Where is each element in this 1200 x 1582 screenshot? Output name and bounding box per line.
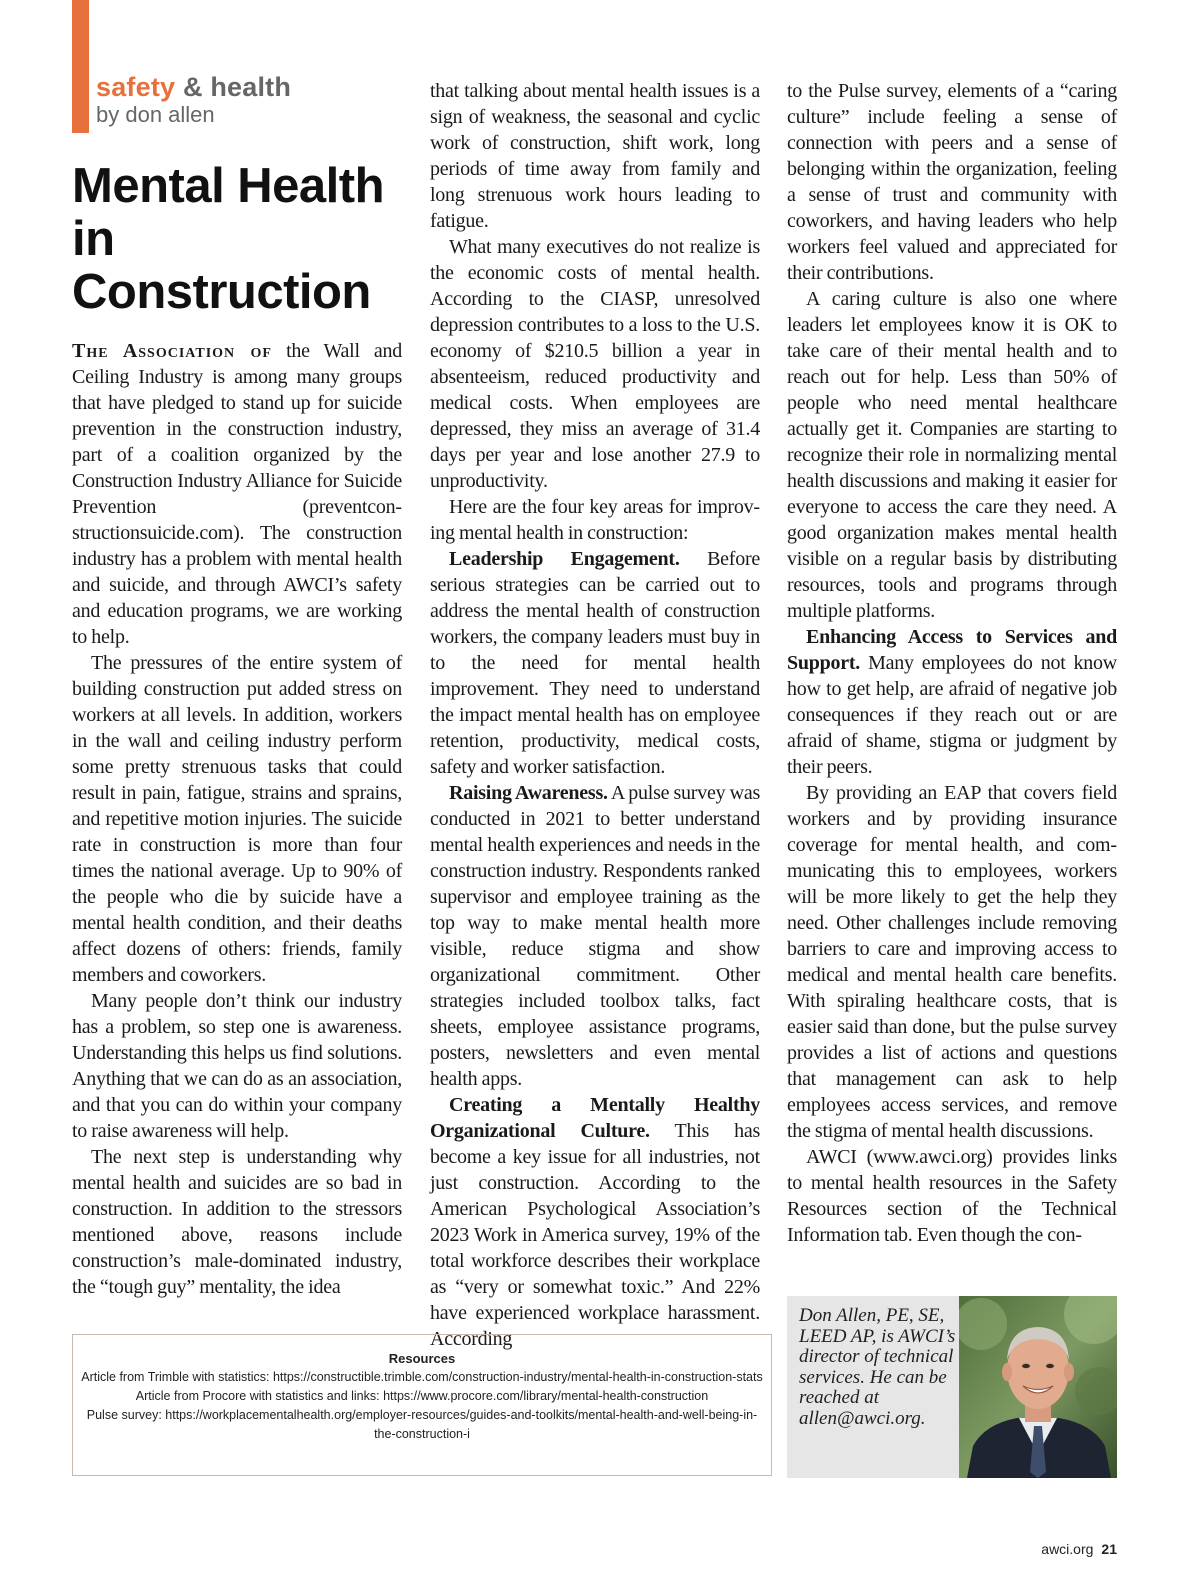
author-bio-text: Don Allen, PE, SE, LEED AP, is AWCI’s director of technical services. He can be reached at allen@awci.org. — [799, 1305, 956, 1429]
paragraph: Here are the four key areas for improving mental health in construction: — [430, 496, 760, 544]
resource-link-pulse-survey[interactable]: Pulse survey: https://workplacementalhealth.org/employer-resources/guides-and-toolkits/mental-health-and-well-being-in-the-construction-i — [86, 1408, 758, 1441]
resource-link-trimble[interactable]: Article from Trimble with statistics: https://constructible.trimble.com/construction-industry/mental-health-in-construction-stats — [81, 1370, 763, 1384]
paragraph-text: This has become a key issue for all industries, not just construction. According to the American Psychological Association’s 2023 Work in America survey, 19% of the total workforce describes their workplace as “very or somewhat toxic.” And 22% have experienced workplace harassment. According — [430, 1120, 761, 1350]
paragraph: AWCI (www.awci.org) provides links to mental health resources in the Safety Resources section of the Technical Information tab. Even though the con- — [787, 1146, 1117, 1246]
page-folio — [1041, 1541, 1117, 1557]
paragraph — [72, 338, 402, 650]
paragraph — [430, 546, 760, 780]
kicker-safety: safety — [96, 72, 176, 102]
paragraph: The pressures of the entire system of building construction put added stress on workers at all levels. In addition, workers in the wall and ceiling industry perform some pretty strenuous tasks that could result in pain, fatigue, strains and sprains, and repetitive motion injuries. The suicide rate in construction is more than four times the national average. Up to 90% of the people who die by suicide have a mental health condition, and their deaths affect dozens of others: friends, family members and coworkers. — [72, 652, 402, 986]
article-title: Mental Health in Construction — [72, 159, 385, 319]
resource-link-procore[interactable]: Article from Procore with statistics and links: https://www.procore.com/library/mental-health-construction — [135, 1389, 709, 1403]
article-column-1 — [72, 338, 402, 1300]
paragraph: By providing an EAP that covers field workers and by providing insurance coverage for mental health, and communicating this to employees, workers will be more likely to get the help they need. Other challenges include removing barriers to care and improving access to medical and mental health care benefits. With spiraling healthcare costs, that is easier said than done, but the pulse survey provides a list of actions and questions that management can ask to help employees access services, and remove the stigma of mental health discussions. — [787, 782, 1117, 1142]
subhead-awareness: Raising Awareness. — [449, 782, 608, 804]
author-bio-box — [787, 1296, 1117, 1478]
kicker-health: & health — [175, 72, 292, 102]
paragraph-text: Before serious strategies can be carried out to address the mental health of construction workers, the company leaders must buy in to the need for mental health improvement. They need to understand the impact mental health has on employee retention, productivity, medical costs, safety and worker satisfaction. — [430, 548, 760, 778]
author-photo — [959, 1296, 1117, 1478]
subhead-culture: Creating a Mentally Healthy Organizational Culture. — [430, 1094, 760, 1142]
paragraph-text: A pulse survey was conducted in 2021 to better understand mental health experiences and needs in the construction industry. Respondents ranked supervisor and employee training as the top way to make mental health more visible, reduce stigma and show organizational commitment. Other strategies included toolbox talks, fact sheets, employee assistance programs, posters, newsletters and even mental health apps. — [430, 782, 760, 1090]
subhead-leadership: Leadership Engagement. — [449, 548, 680, 570]
article-column-3 — [787, 78, 1117, 1248]
paragraph — [430, 780, 760, 1092]
paragraph — [430, 1092, 760, 1352]
section-kicker — [96, 72, 291, 102]
byline: by don allen — [96, 102, 215, 127]
site-url[interactable]: awci.org — [1041, 1541, 1094, 1557]
paragraph: to the Pulse survey, elements of a “caring culture” include feeling a sense of connection with peers and a sense of belonging within the organization, feeling a sense of trust and community with coworkers, and having leaders who help workers feel valued and appreciated for their contributions. — [787, 80, 1117, 284]
paragraph-text: Many employees do not know how to get help, are afraid of negative job consequences if they reach out or are afraid of shame, stigma or judgment by their peers. — [787, 652, 1117, 778]
paragraph-text: the Wall and Ceiling Industry is among many groups that have pledged to stand up for suicide prevention in the construction industry, part of a coalition organized by the Construction Industry Alliance for Suicide Prevention (preventconstructionsuicide.com). The construction industry has a problem with mental health and suicide, and through AWCI’s safety and education programs, we are working to help. — [72, 340, 402, 648]
section-tag — [96, 72, 291, 128]
paragraph: A caring culture is also one where leaders let employees know it is OK to take care of their mental health and to reach out for help. Less than 50% of people who need mental healthcare actually get it. Companies are starting to recognize their role in normalizing mental health discussions and making it easier for everyone to access the care they need. A good organization makes mental health visible on a regular basis by distributing resources, tools and programs through multiple platforms. — [787, 288, 1117, 622]
subhead-access: Enhancing Access to Services and Support. — [787, 626, 1117, 674]
paragraph: Many people don’t think our industry has a problem, so step one is awareness. Understanding this helps us find solutions. Anything that we can do as an association, and that you can do within your company to raise awareness will help. — [72, 990, 402, 1142]
lead-in: The Association of — [72, 340, 272, 362]
resources-title: Resources — [388, 1351, 456, 1366]
resources-box — [72, 1334, 772, 1476]
article-column-2 — [430, 78, 760, 1352]
paragraph — [787, 624, 1117, 780]
paragraph: that talking about mental health issues is a sign of weakness, the seasonal and cyclic work of construction, shift work, long periods of time away from family and long strenuous work hours leading to fatigue. — [430, 80, 760, 232]
paragraph: What many executives do not realize is the economic costs of mental health. According to the CIASP, unresolved depression contributes to a loss to the U.S. economy of $210.5 billion a year in absenteeism, reduced productivity and medical costs. When employees are depressed, they miss an average of 31.4 days per year and lose another 27.9 to unproductivity. — [430, 236, 760, 492]
right-ear — [1064, 1363, 1074, 1381]
accent-bar — [72, 0, 89, 133]
paragraph: The next step is understanding why mental health and suicides are so bad in construction. In addition to the stressors mentioned above, reasons include construction’s male-dominated industry, the “tough guy” mentality, the idea — [72, 1146, 402, 1298]
page-number: 21 — [1101, 1541, 1117, 1557]
left-ear — [1002, 1363, 1012, 1381]
